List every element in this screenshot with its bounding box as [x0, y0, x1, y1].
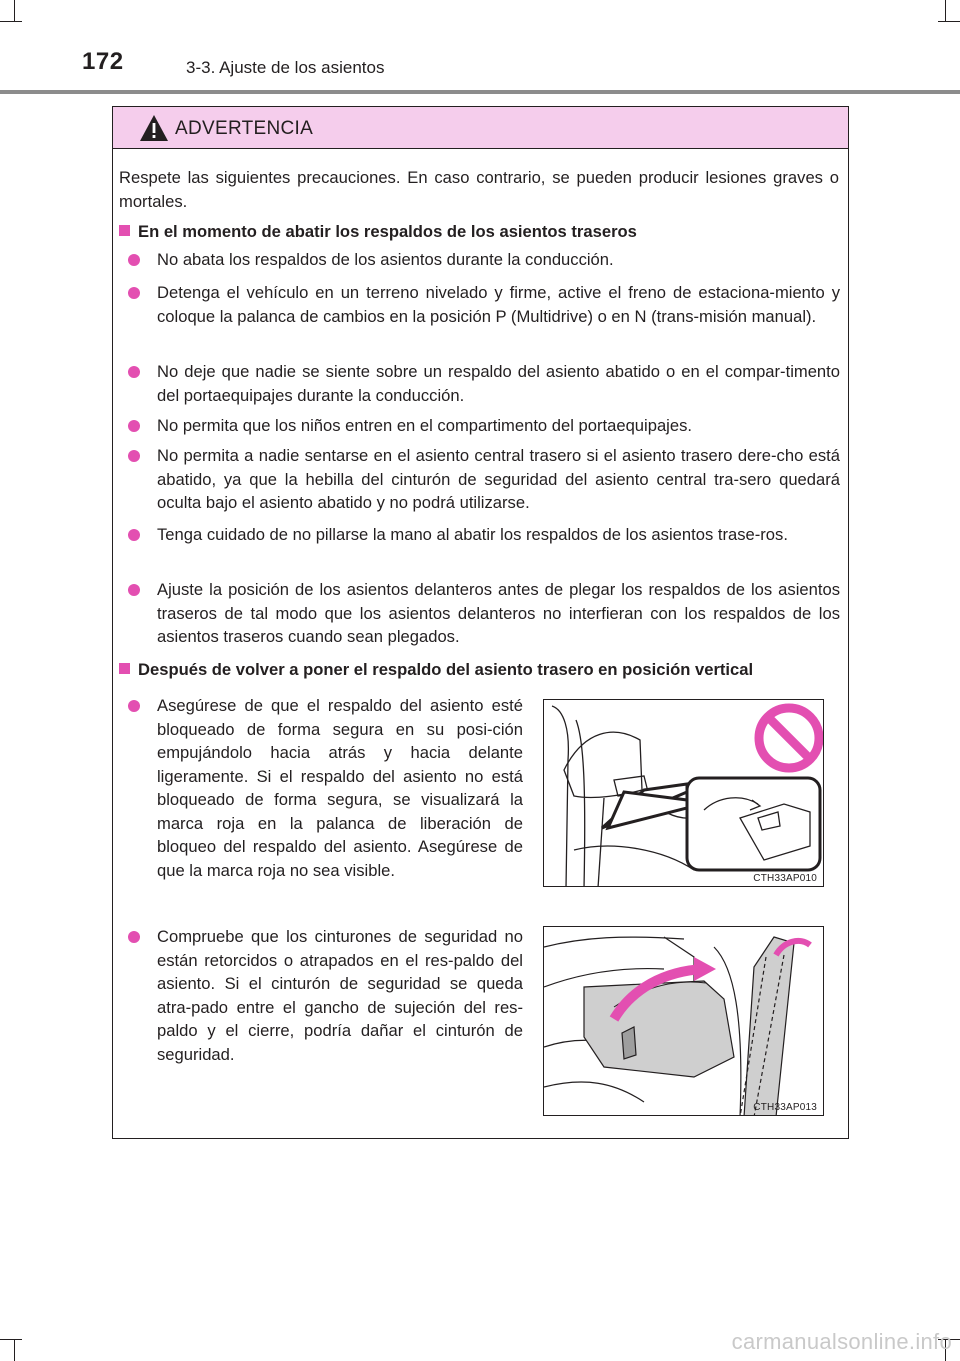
list-item-text: Asegúrese de que el respaldo del asiento esté bloqueado de forma segura en su posi-ción empujándolo hacia atrás y hacia delante ligeramente. Si el respaldo del asiento no está bloqueado de forma segura, se visualizará la marca roja en la palanca de liberación de bloqueo del respaldo del asiento. Asegúrese de que la marca roja no sea visible. [157, 696, 523, 880]
bullet-dot-icon [128, 366, 140, 378]
bullet-dot-icon [128, 254, 140, 266]
list-item-text: No abata los respaldos de los asientos durante la conducción. [157, 250, 614, 269]
section-heading [119, 658, 753, 681]
figure-seat-lock [543, 699, 824, 887]
section-heading [119, 220, 637, 243]
bullet-dot-icon [128, 420, 140, 432]
crop-mark [0, 1339, 22, 1340]
seatbelt-illustration [544, 927, 824, 1116]
list-item [128, 578, 840, 650]
seat-lock-illustration [544, 700, 824, 887]
bullet-dot-icon [128, 584, 140, 596]
list-item [128, 414, 840, 438]
list-item [128, 925, 524, 1095]
figure-code: CTH33AP013 [753, 1102, 817, 1113]
figure-seatbelt [543, 926, 824, 1116]
page-header [0, 0, 960, 95]
warning-header [113, 107, 848, 149]
bullet-dot-icon [128, 700, 140, 712]
header-rule [0, 90, 960, 94]
list-item-text: Compruebe que los cinturones de seguridad no están retorcidos o atrapados en el res-paldo del asiento. Si el cinturón de seguridad se queda atra-pado entre el gancho de sujeción del res-paldo y el cierre, podría dañar el cinturón de seguridad. [157, 927, 523, 1064]
bullet-dot-icon [128, 287, 140, 299]
warning-triangle-icon [139, 114, 169, 142]
list-item [128, 444, 840, 516]
section-title: 3-3. Ajuste de los asientos [186, 58, 385, 77]
warning-title: ADVERTENCIA [175, 118, 314, 139]
list-item-text: Tenga cuidado de no pillarse la mano al abatir los respaldos de los asientos trase-ros. [157, 525, 788, 544]
section-heading-text: En el momento de abatir los respaldos de los asientos traseros [138, 222, 637, 241]
warning-intro: Respete las siguientes precauciones. En caso contrario, se pueden producir lesiones graves o mortales. [119, 168, 839, 211]
bullet-dot-icon [128, 529, 140, 541]
square-bullet-icon [119, 225, 130, 236]
list-item-text: Ajuste la posición de los asientos delanteros antes de plegar los respaldos de los asientos traseros de tal modo que los asientos delanteros no interfieran con los respaldos de los asientos traseros cuando sean plegados. [157, 580, 840, 646]
list-item-text: Detenga el vehículo en un terreno nivelado y firme, active el freno de estaciona-miento y coloque la palanca de cambios en la posición P (Multidrive) o en N (trans-misión manual). [157, 283, 840, 326]
list-item-text: No permita que los niños entren en el compartimento del portaequipajes. [157, 416, 693, 435]
section-heading-text: Después de volver a poner el respaldo del asiento trasero en posición vertical [138, 660, 754, 679]
list-item [128, 694, 524, 912]
page-number: 172 [82, 48, 124, 75]
list-item [128, 523, 840, 571]
watermark: carmanualsonline.info [731, 1329, 952, 1354]
list-item [128, 281, 840, 353]
bullet-dot-icon [128, 931, 140, 943]
square-bullet-icon [119, 663, 130, 674]
crop-mark [14, 1339, 15, 1361]
bullet-dot-icon [128, 450, 140, 462]
figure-code: CTH33AP010 [753, 873, 817, 884]
list-item-text: No deje que nadie se siente sobre un respaldo del asiento abatido o en el compar-timento del portaequipajes durante la conducción. [157, 362, 840, 405]
list-item [128, 248, 840, 272]
list-item-text: No permita a nadie sentarse en el asiento central trasero si el asiento trasero dere-cho está abatido, ya que la hebilla del cinturón de seguridad del asiento central tra-sero quedará oculta bajo el asiento abatido y no podrá utilizarse. [157, 446, 840, 512]
list-item [128, 360, 840, 408]
